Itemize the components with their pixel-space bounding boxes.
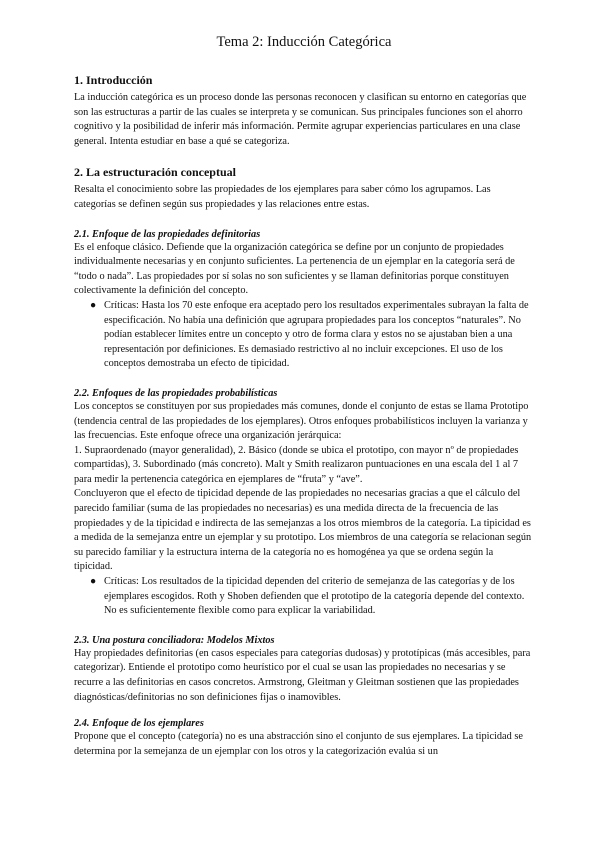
bullet-text: Críticas: Los resultados de la tipicidad dependen del criterio de semejanza de las categorías y de los ejemplares escogidos. Roth y Shoben defienden que el prototipo de la categoría depende del contexto. No es suficientemente flexible como para explicar la variabilidad. (104, 576, 525, 617)
list-item (92, 575, 534, 619)
bullet-list (74, 299, 534, 372)
paragraph: La inducción categórica es un proceso donde las personas reconocen y clasifican su entorno en categorías que son las estructuras a partir de las cuales se interpreta y se comunican. Sus principales funciones son el ahorro cognitivo y la posibilidad de inferir más información. Permite agrupar experiencias particulares en una clase general. Intenta estudiar en base a qué se categoriza. (74, 92, 527, 147)
paragraph: Propone que el concepto (categoría) no es una abstracción sino el conjunto de sus ejemplares. La tipicidad se determina por la semejanza de un ejemplar con los otros y la categorización evalúa si un (74, 731, 523, 757)
section-heading: 1. Introducción (74, 73, 153, 87)
bullet-list (74, 575, 534, 619)
subsection-heading: 2.2. Enfoques de las propiedades probabilísticas (74, 387, 278, 399)
paragraph: Los conceptos se constituyen por sus propiedades más comunes, donde el conjunto de estas se llama Prototipo (tendencia central de las propiedades de los ejemplares). Otros enfoques probabilísticos incluyen la varianza y las frecuencias. Este enfoque ofrece una organización jerárquica: (74, 400, 529, 442)
section-estructuracion-conceptual (74, 165, 534, 212)
section-introduccion (74, 73, 534, 149)
bullet-icon: ● (90, 576, 97, 588)
section-enfoque-ejemplares (74, 718, 534, 759)
section-propiedades-definitorias (74, 229, 534, 372)
paragraph: 1. Supraordenado (mayor generalidad), 2. Básico (donde se ubica el prototipo, con mayor nº de propiedades compartidas), 3. Subordinado (más concreto). Malt y Smith realizaron puntuaciones en una escala del 1 al 7 para medir la pertenencia categórica en ejemplares de “fruta” y “ave”. (74, 444, 519, 485)
paragraph: Concluyeron que el efecto de tipicidad depende de las propiedades no necesarias gracias a que el cálculo del parecido familiar (suma de las propiedades no necesarias) es una medida directa de la frecuencia de las propiedades y de la tipicidad e indirecta de las semejanzas a los otros miembros de la categoría. La tipicidad es a medida de la semejanza entre un ejemplar y su prototipo. Los miembros de una categoría se relacionan según su parecido familiar y la estructura interna de la categoría no es homogénea ya que se ordena según la tipicidad. (74, 488, 532, 573)
bullet-icon: ● (90, 299, 97, 311)
section-heading: 2. La estructuración conceptual (74, 165, 236, 180)
subsection-heading: 2.3. Una postura conciliadora: Modelos Mixtos (74, 634, 275, 646)
paragraph: Resalta el conocimiento sobre las propiedades de los ejemplares para saber cómo los agrupamos. Las categorías se definen según sus propiedades y las relaciones entre estas. (74, 184, 491, 210)
bullet-text: Críticas: Hasta los 70 este enfoque era aceptado pero los resultados experimentales subrayan la falta de especificación. No había una definición que agrupara propiedades para los conceptos “naturales”. No podían establecer límites entre un concepto y otro de forma clara y estos no se ajustaban bien a una representación por definiciones. Es demasiado restrictivo al no incluir excepciones. El uso de los conceptos demostraba un efecto de tipicidad. (104, 299, 529, 370)
paragraph: Es el enfoque clásico. Defiende que la organización categórica se define por un conjunto de propiedades individualmente necesarias y en conjunto suficientes. La pertenencia de un ejemplar en la categoría será de “todo o nada”. Las propiedades por sí solas no son suficientes y se llaman definitorias porque constituyen colectivamente la definición del concepto. (74, 241, 515, 297)
list-item (92, 299, 534, 372)
subsection-heading: 2.1. Enfoque de las propiedades definitorias (74, 228, 261, 240)
document-body (74, 34, 534, 775)
section-propiedades-probabilisticas (74, 388, 534, 619)
subsection-heading: 2.4. Enfoque de los ejemplares (74, 718, 204, 730)
section-modelos-mixtos (74, 635, 534, 705)
paragraph: Hay propiedades definitorias (en casos especiales para categorías dudosas) y prototípicas (más accesibles, para categorizar). Entiende el prototipo como heurístico por el cual se usan las propiedades no necesarias y se recurre a las definitorias en casos concretos. Armstrong, Gleitman y Gleitman sostienen que las propiedades diagnósticas/definitorias no son definiciones fijas o inamovibles. (74, 647, 531, 703)
document-title: Tema 2: Inducción Categórica (216, 34, 392, 50)
